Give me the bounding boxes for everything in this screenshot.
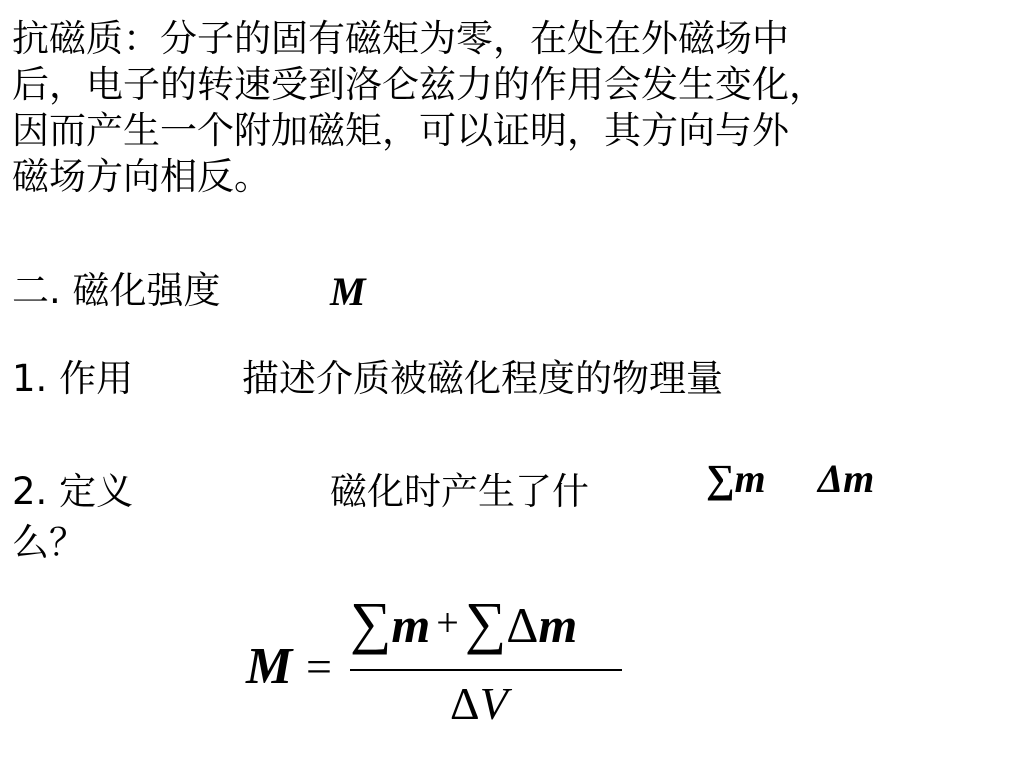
formula-equals: = [306,641,332,692]
sum-symbol-2: ∑ [464,590,507,655]
formula-den-v: V [479,678,508,729]
formula-m2: m [538,597,578,653]
formula-plus: + [436,600,459,645]
formula-den-delta: Δ [450,678,480,729]
item1-label: 1. 作用 [12,357,134,400]
formula-denominator [450,677,508,730]
formula-lhs: M [246,638,293,695]
magnetization-symbol: M [330,269,366,314]
formula-delta: Δ [506,597,539,653]
item1-text: 描述介质被磁化程度的物理量 [242,357,723,400]
fraction-bar [350,669,622,671]
item2-label: 2. 定义 [12,470,134,513]
paragraph-line-1: 抗磁质：分子的固有磁矩为零，在处在外磁场中 [12,17,789,60]
item2-question: 磁化时产生了什 [330,470,589,513]
formula-m1: m [391,597,431,653]
magnetization-formula [240,585,640,745]
formula-numerator [350,589,577,656]
item2-question-cont: 么？ [12,521,86,564]
section-heading: 二. 磁化强度 [12,269,221,312]
paragraph-line-2: 后，电子的转速受到洛仑兹力的作用会发生变化， [12,63,826,106]
sum-m-term: ∑m [706,456,766,501]
delta-m-term: Δm [818,456,875,501]
paragraph-line-3: 因而产生一个附加磁矩，可以证明，其方向与外 [12,109,789,152]
sum-symbol-1: ∑ [350,590,392,655]
paragraph-line-4: 磁场方向相反。 [12,155,271,198]
